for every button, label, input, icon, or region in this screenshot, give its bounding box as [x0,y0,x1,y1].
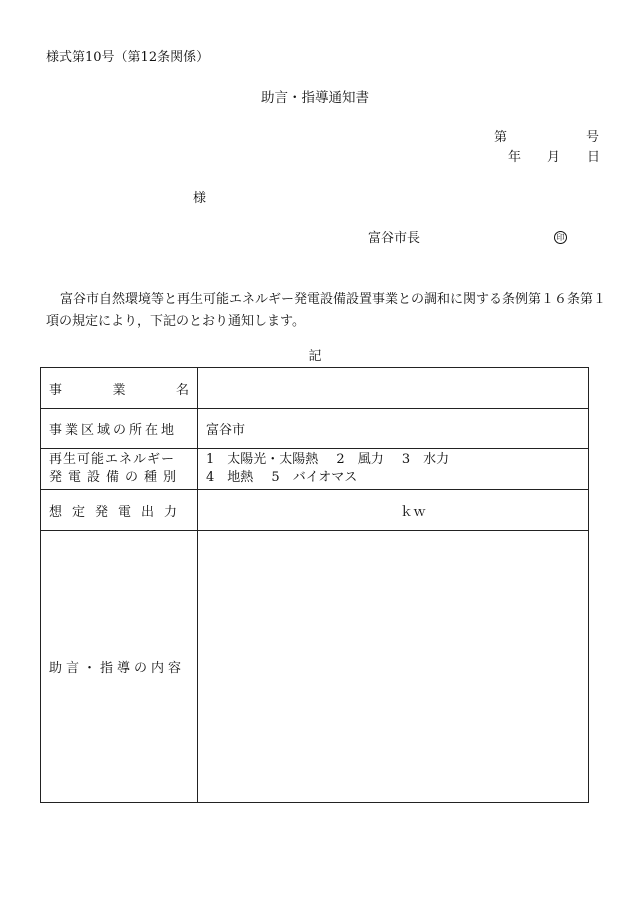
option-hydro: 3 水力 [401,452,450,467]
label-output-text: 想定発電出力 [49,504,188,520]
output-unit: ｋｗ [399,504,426,520]
value-advice[interactable] [198,531,589,803]
date-month: 月 [547,150,561,165]
number-prefix: 第 [494,130,508,145]
label-business-name [41,368,198,409]
number-suffix: 号 [586,130,600,145]
details-table [40,367,589,803]
value-output[interactable] [198,490,589,531]
row-equipment-type [41,449,589,490]
value-location[interactable] [198,409,589,449]
value-equipment-type[interactable] [198,449,589,490]
label-char: 業 [112,382,126,398]
label-equipment-type [41,449,198,490]
row-advice [41,531,589,803]
option-geothermal: 4 地熱 [206,470,254,485]
label-char: 事 [49,382,63,398]
form-number: 様式第10号（第12条関係） [46,50,210,65]
row-output [41,490,589,531]
value-business-name[interactable] [198,368,589,409]
addressee-suffix: 様 [193,191,207,206]
option-biomass: 5 バイオマス [271,470,358,485]
label-char: 名 [175,382,189,398]
option-solar: 1 太陽光・太陽熱 [206,452,319,467]
row-location [41,409,589,449]
label-equipment-line1: 再生可能エネルギー [49,452,176,467]
notice-paragraph: 富谷市自然環境等と再生可能エネルギー発電設備設置事業との調和に関する条例第１６条第１項の規定により，下記のとおり通知します。 [46,292,607,329]
label-equipment-line2: 発電設備の種別 [49,470,183,485]
date-day: 日 [587,150,601,165]
ki-heading: 記 [308,349,322,364]
label-advice-text: 助言・指導の内容 [49,661,186,676]
seal-icon: 印 [554,231,567,244]
row-business-name [41,368,589,409]
label-advice [41,531,198,803]
label-output [41,490,198,531]
location-city: 富谷市 [206,423,246,438]
date-year: 年 [508,150,522,165]
label-location [41,409,198,449]
sender-name: 富谷市長 [368,231,421,246]
label-location-text: 事業区域の所在地 [49,423,178,438]
option-wind: 2 風力 [336,452,384,467]
document-title: 助言・指導通知書 [261,90,369,106]
